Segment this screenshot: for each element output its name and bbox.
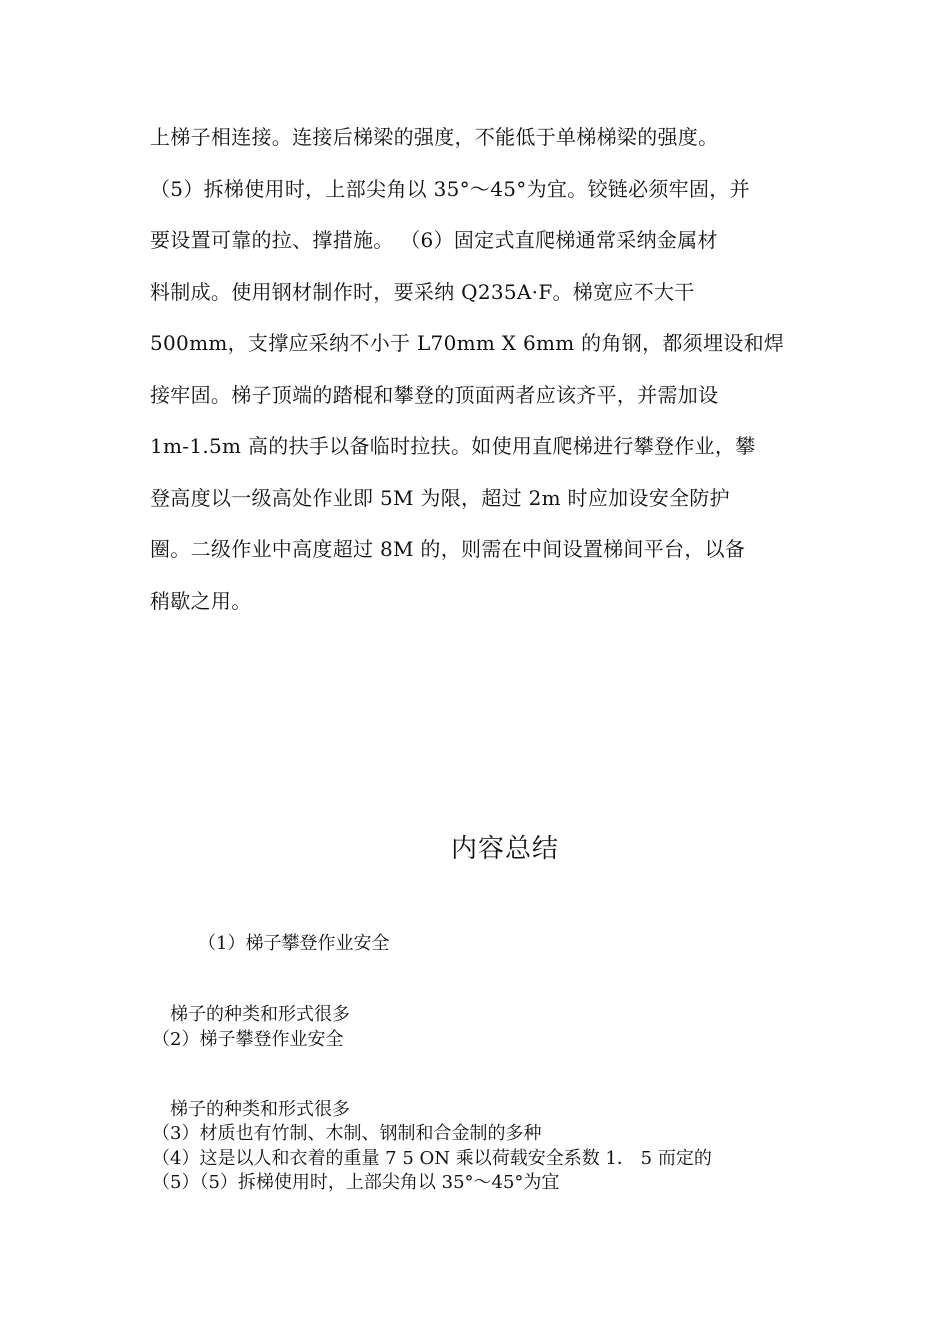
paragraph-line: 要设置可靠的拉、撑措施。 （6）固定式直爬梯通常采纳金属材 [150,228,718,252]
summary-line: （1）梯子攀登作业安全 [198,933,390,954]
paragraph-line: 圈。二级作业中高度超过 8M 的，则需在中间设置梯间平台，以备 [150,537,746,561]
paragraph-line: 500mm，支撑应采纳不小于 L70mm X 6mm 的角钢，都须埋设和焊 [150,331,785,355]
summary-line: （5）（5）拆梯使用时，上部尖角以 35°～45°为宜 [152,1172,560,1193]
summary-title: 内容总结 [450,834,559,864]
summary-line: （4）这是以人和衣着的重量 7 5 ON 乘以荷载安全系数 1． 5 而定的 [152,1148,712,1169]
paragraph-line: 稍歇之用。 [150,588,252,613]
paragraph-line: 登高度以一级高处作业即 5M 为限，超过 2m 时应加设安全防护 [150,485,730,510]
summary-line: 梯子的种类和形式很多 [170,1099,350,1120]
paragraph-line: （5）拆梯使用时，上部尖角以 35°～45°为宜。铰链必须牢固，并 [150,176,750,201]
paragraph-line: 1m-1.5m 高的扶手以备临时拉扶。如使用直爬梯进行攀登作业，攀 [150,434,756,458]
paragraph-line: 上梯子相连接。连接后梯梁的强度，不能低于单梯梯梁的强度。 [150,125,719,149]
summary-line: （3）材质也有竹制、木制、钢制和合金制的多种 [152,1123,542,1144]
main-paragraph [150,112,810,627]
paragraph-line: 接牢固。梯子顶端的踏棍和攀登的顶面两者应该齐平，并需加设 [150,382,719,407]
paragraph-line: 料制成。使用钢材制作时，要采纳 Q235A·F。梯宽应不大干 [150,279,695,304]
summary-line: 梯子的种类和形式很多 [170,1004,350,1025]
summary-line: （2）梯子攀登作业安全 [152,1029,344,1050]
